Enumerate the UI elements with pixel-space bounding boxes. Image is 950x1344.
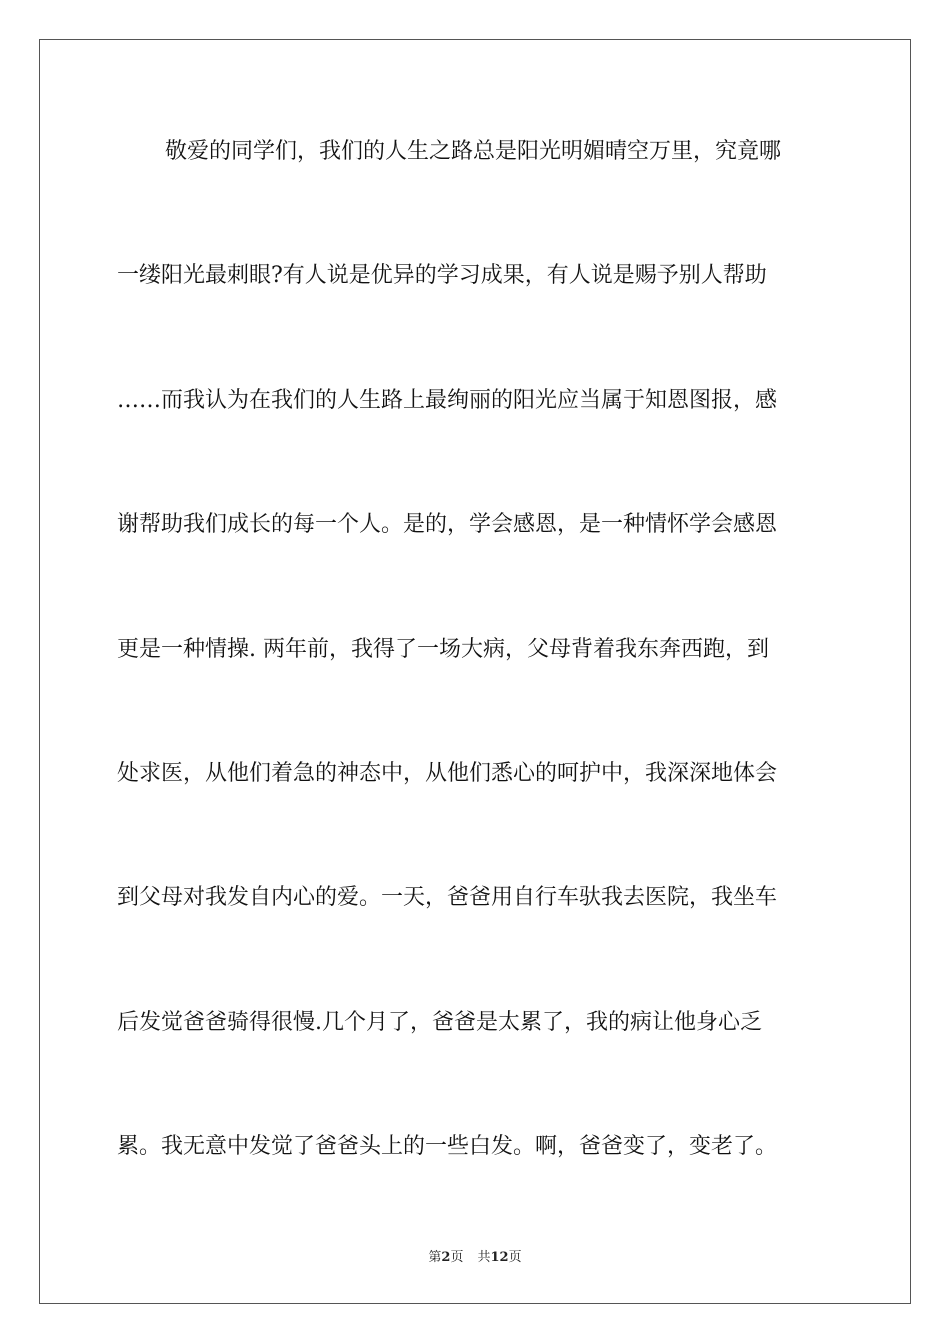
text-line: 更是一种情操. 两年前，我得了一场大病，父母背着我东奔西跑，到 (117, 636, 769, 662)
text-line: 敬爱的同学们，我们的人生之路总是阳光明媚晴空万里，究竟哪 (165, 139, 782, 164)
page-suffix: 页 (450, 1250, 464, 1265)
page-prefix: 第 (428, 1250, 442, 1265)
text-line: 累。我无意中发觉了爸爸头上的一些白发。啊，爸爸变了，变老了。 (117, 1134, 778, 1160)
document-body (117, 124, 834, 1244)
total-prefix: 共 (477, 1250, 491, 1265)
total-pages: 12 (490, 1250, 509, 1265)
total-suffix: 页 (508, 1250, 522, 1265)
text-line: 后发觉爸爸骑得很慢.几个月了，爸爸是太累了，我的病让他身心乏 (117, 1009, 762, 1035)
text-line: 处求医，从他们着急的神态中，从他们悉心的呵护中，我深深地体会 (117, 760, 778, 786)
page-footer (0, 1246, 950, 1265)
text-line: 一缕阳光最刺眼?有人说是优异的学习成果，有人说是赐予别人帮助 (117, 263, 767, 289)
text-line: 到父母对我发自内心的爱。一天，爸爸用自行车驮我去医院，我坐车 (117, 885, 778, 911)
text-line: 谢帮助我们成长的每一个人。是的，学会感恩，是一种情怀学会感恩 (117, 512, 778, 538)
page-number: 2 (441, 1250, 451, 1265)
text-line: ……而我认为在我们的人生路上最绚丽的阳光应当属于知恩图报，感 (117, 387, 778, 413)
